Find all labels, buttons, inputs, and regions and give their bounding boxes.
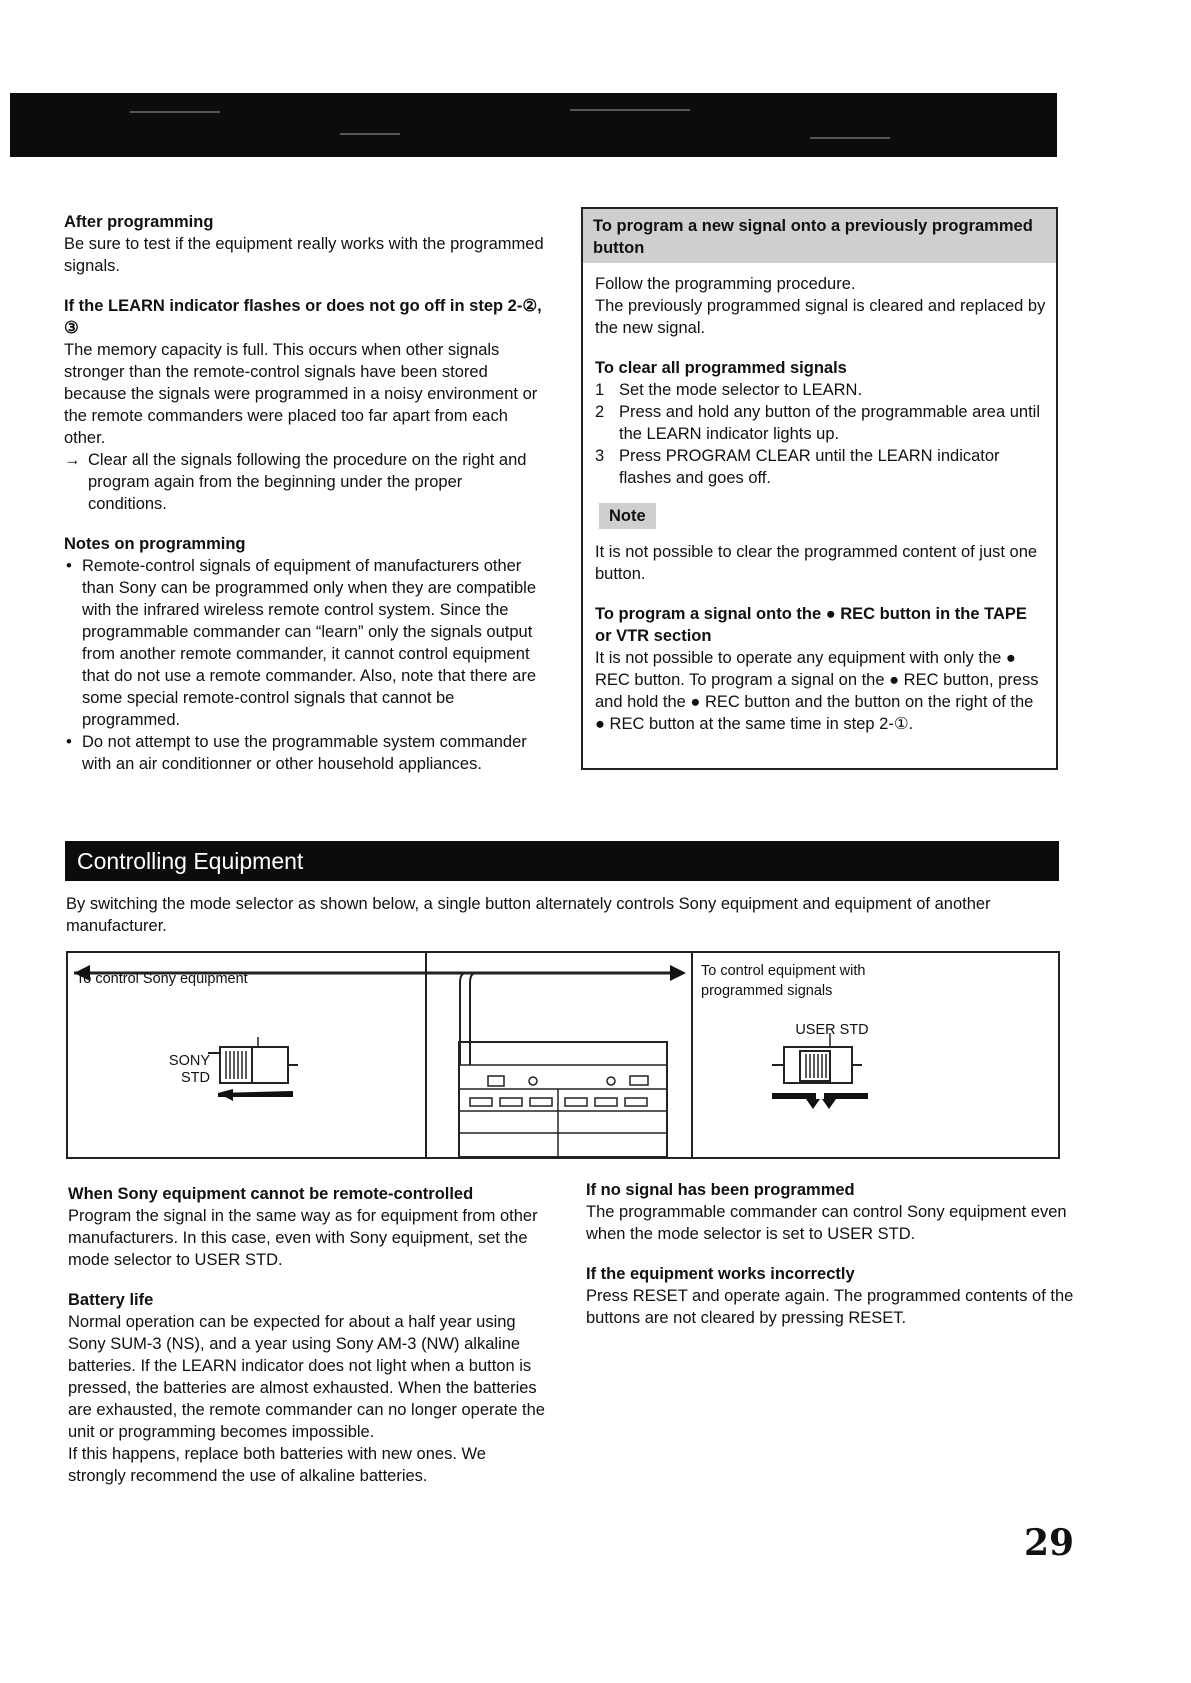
bottom-right-column bbox=[586, 1179, 1076, 1329]
list-item bbox=[595, 401, 1046, 445]
user-std-label: USER STD bbox=[795, 1022, 869, 1038]
section-banner bbox=[65, 841, 1059, 881]
learn-flashes-heading: If the LEARN indicator flashes or does not go off in step 2-②, ③ bbox=[64, 297, 542, 337]
step-number: 2 bbox=[595, 403, 605, 421]
learn-flashes-text: The memory capacity is full. This occurs when other signals stronger than the remote-control signals have been stored because the signals were programmed in a noisy environment or the remote commanders were placed too far apart from each other. bbox=[64, 341, 538, 447]
incorrect-text: Press RESET and operate again. The programmed contents of the buttons are not cleared by pressing RESET. bbox=[586, 1287, 1074, 1327]
page-number: 29 bbox=[1024, 1522, 1075, 1564]
learn-flashes-action-text: Clear all the signals following the procedure on the right and program again from the beginning under the proper conditions. bbox=[88, 451, 527, 513]
user-std-switch bbox=[772, 1033, 868, 1109]
battery-text: Normal operation can be expected for about a half year using Sony SUM-3 (NS), and a year using Sony AM-3 (NW) alkaline batteries. If the LEARN indicator does not light when a button is pressed, the batteries are almost exhausted. When the batteries are exhausted, the remote commander can no longer operate the unit or programming becomes impossible. bbox=[68, 1313, 545, 1441]
std-label: STD bbox=[181, 1070, 210, 1086]
list-item: • Do not attempt to use the programmable system commander with an air conditionner or other household appliances. bbox=[64, 731, 544, 775]
battery-heading: Battery life bbox=[68, 1291, 154, 1309]
mode-selector-diagram bbox=[66, 951, 1060, 1159]
program-new-signal-box bbox=[581, 207, 1058, 770]
box-title: To program a new signal onto a previously programmed button bbox=[583, 209, 1056, 263]
after-programming-text: Be sure to test if the equipment really works with the programmed signals. bbox=[64, 235, 544, 275]
note-text: It is not possible to clear the programmed content of just one button. bbox=[595, 543, 1038, 583]
sony-cannot-heading: When Sony equipment cannot be remote-controlled bbox=[68, 1185, 474, 1203]
banner-texture bbox=[130, 111, 220, 113]
rec-text: It is not possible to operate any equipment with only the ● REC button. To program a signal on the ● REC button, press and hold the ● REC button and the button on the right of the ● REC button at the same time in step 2-①. bbox=[595, 649, 1039, 733]
list-item bbox=[595, 445, 1046, 489]
bottom-left-column bbox=[68, 1183, 548, 1487]
note-label: Note bbox=[599, 503, 656, 529]
clear-steps-list bbox=[595, 379, 1046, 489]
section-title: Controlling Equipment bbox=[77, 848, 304, 874]
sony-cannot-text: Program the signal in the same way as for equipment from other manufacturers. In this case, even with Sony equipment, set the mode selector to USER STD. bbox=[68, 1207, 538, 1269]
step-text: Press and hold any button of the programmable area until the LEARN indicator lights up. bbox=[619, 403, 1041, 443]
arrow-icon: → bbox=[64, 451, 81, 469]
notes-heading: Notes on programming bbox=[64, 535, 246, 553]
banner-texture bbox=[340, 133, 400, 135]
battery-text-2: If this happens, replace both batteries with new ones. We strongly recommend the use of alkaline batteries. bbox=[68, 1445, 486, 1485]
step-text: Set the mode selector to LEARN. bbox=[619, 381, 863, 399]
left-upper-column bbox=[64, 211, 544, 775]
notes-list bbox=[64, 555, 544, 775]
step-text: Press PROGRAM CLEAR until the LEARN indicator flashes and goes off. bbox=[619, 447, 1000, 487]
after-programming-heading: After programming bbox=[64, 213, 214, 231]
no-signal-heading: If no signal has been programmed bbox=[586, 1181, 855, 1199]
list-item: • Remote-control signals of equipment of manufacturers other than Sony can be programmed only when they are compatible with the infrared wireless remote control system. Since the programmable commander can “learn” only the signals output from another remote commander, it cannot control equipment that do not use a remote commander. Also, note that there are some special remote-control signals that cannot be programmed. bbox=[64, 555, 544, 731]
header-banner bbox=[10, 93, 1057, 157]
banner-texture bbox=[810, 137, 890, 139]
box-intro-2: The previously programmed signal is cleared and replaced by the new signal. bbox=[595, 297, 1046, 337]
rec-heading: To program a signal onto the ● REC button in the TAPE or VTR section bbox=[595, 605, 1027, 645]
incorrect-heading: If the equipment works incorrectly bbox=[586, 1265, 855, 1283]
sony-label: SONY bbox=[168, 1053, 210, 1069]
step-number: 3 bbox=[595, 447, 605, 465]
no-signal-text: The programmable commander can control Sony equipment even when the mode selector is set to USER STD. bbox=[586, 1203, 1067, 1243]
banner-texture bbox=[570, 109, 690, 111]
learn-flashes-action bbox=[64, 449, 544, 515]
list-item bbox=[595, 379, 1046, 401]
programmed-panel-label: To control equipment with programmed signals bbox=[701, 963, 866, 999]
section-intro: By switching the mode selector as shown below, a single button alternately controls Sony equipment and equipment of another manufacturer. bbox=[66, 895, 991, 935]
step-number: 1 bbox=[595, 381, 605, 399]
sony-std-switch bbox=[208, 1037, 298, 1101]
clear-all-heading: To clear all programmed signals bbox=[595, 359, 847, 377]
sony-panel-label: To control Sony equipment bbox=[76, 971, 248, 987]
box-intro-1: Follow the programming procedure. bbox=[595, 275, 856, 293]
